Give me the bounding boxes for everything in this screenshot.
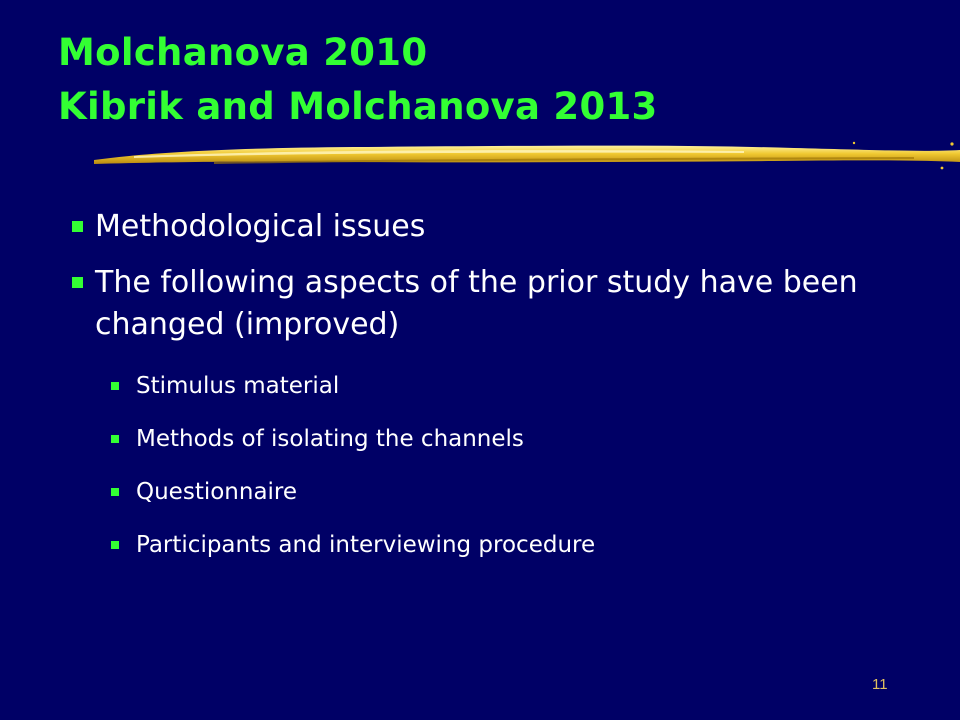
sub-bullet-text: Questionnaire (136, 479, 298, 505)
slide-body (64, 206, 924, 584)
square-bullet-icon (72, 221, 83, 232)
slide-title (58, 26, 658, 134)
sub-bullet-text: Stimulus material (136, 373, 340, 399)
sub-bullet-list (64, 372, 924, 559)
sub-bullet-item (64, 531, 924, 559)
square-bullet-icon (111, 382, 119, 390)
bullet-text: Methodological issues (95, 209, 426, 244)
title-line-2: Kibrik and Molchanova 2013 (58, 85, 658, 128)
square-bullet-icon (111, 488, 119, 496)
sub-bullet-text: Participants and interviewing procedure (136, 532, 596, 558)
bullet-item (64, 206, 924, 248)
sub-bullet-item (64, 372, 924, 400)
sub-bullet-item (64, 425, 924, 453)
title-line-1: Molchanova 2010 (58, 31, 428, 74)
square-bullet-icon (111, 541, 119, 549)
sub-bullet-text: Methods of isolating the channels (136, 426, 524, 452)
bullet-text: The following aspects of the prior study have been changed (improved) (95, 265, 858, 342)
page-number: 11 (872, 676, 888, 693)
title-underline-brushstroke (94, 138, 960, 172)
bullet-item (64, 262, 924, 346)
sub-bullet-item (64, 478, 924, 506)
square-bullet-icon (72, 277, 83, 288)
square-bullet-icon (111, 435, 119, 443)
